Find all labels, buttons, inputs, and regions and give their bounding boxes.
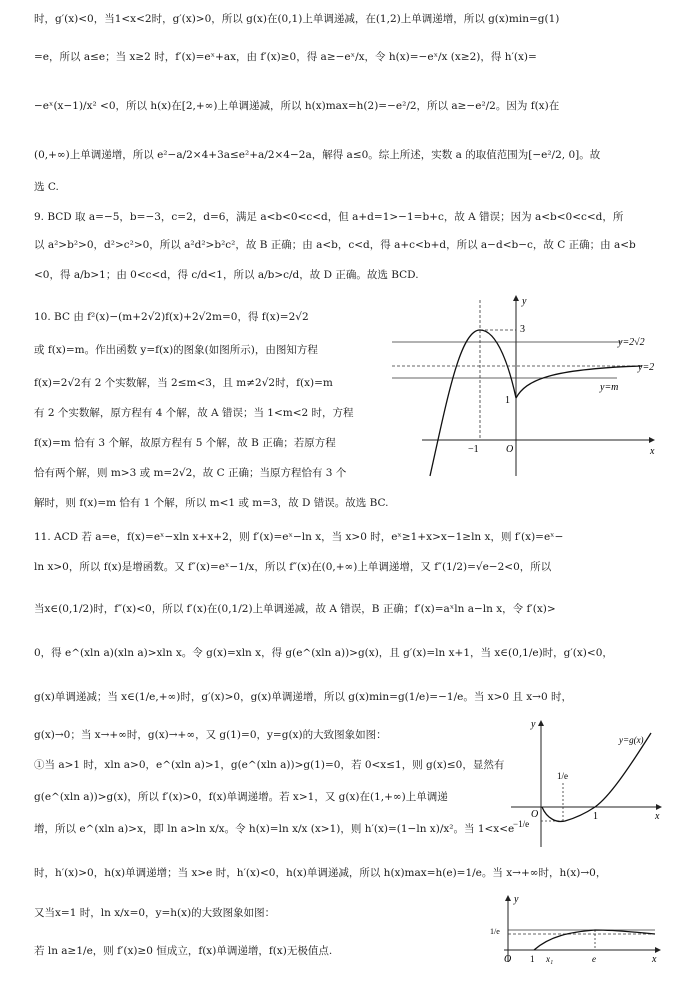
text-line: f(x)=2√2有 2 个实数解，当 2≤m<3，且 m≠2√2时，f(x)=m: [34, 377, 333, 389]
text-line: ①当 a>1 时，xln a>0，e^(xln a)>1，g(e^(xln a))>g(1)=0，若 0<x≤1，则 g(x)≤0，显然有: [34, 759, 505, 771]
tick-1e-label: 1/e: [490, 927, 500, 936]
tick-x1-label: x₁: [546, 954, 554, 964]
text-line: 又当x=1 时，ln x/x=0，y=h(x)的大致图象如图：: [34, 907, 276, 919]
label-y-2sqrt2: y=2√2: [618, 337, 645, 348]
tick-1-label: 1: [530, 954, 535, 964]
y-axis-label: y: [531, 719, 536, 730]
text-line: g(x)单调递减；当 x∈(1/e,+∞)时，g′(x)>0，g(x)单调递增，所以 g(x)min=g(1/e)=−1/e。当 x>0 且 x→0 时，: [34, 691, 572, 703]
y-axis-label: y: [522, 296, 527, 307]
text-line: =e，所以 a≤e；当 x≥2 时，f′(x)=eˣ+ax，由 f′(x)≥0，得 a≥−eˣ/x，令 h(x)=−eˣ/x (x≥2)，得 h′(x)=: [34, 51, 537, 63]
question-10-answer: 10. BC 由 f²(x)−(m+2√2)f(x)+2√2m=0，得 f(x)=2√2: [34, 311, 309, 323]
text-line: f(x)=m 恰有 3 个解，故原方程有 5 个解，故 B 正确；若原方程: [34, 437, 336, 449]
tick-3-label: 3: [520, 324, 525, 335]
graph-f-of-x: [392, 290, 662, 480]
text-line: 当x∈(0,1/2)时，f″(x)<0，所以 f′(x)在(0,1/2)上单调递减，故 A 错误，B 正确；f′(x)=aˣln a−ln x，令 f′(x)>: [34, 603, 556, 615]
text-line: (0,+∞)上单调递增，所以 e²−a/2×4+3a≤e²+a/2×4−2a，解得 a≤0。综上所述，实数 a 的取值范围为[−e²/2, 0]。故: [34, 149, 601, 161]
text-line: <0，得 a/b>1；由 0<c<d，得 c/d<1，所以 a/b>c/d，故 D 正确。故选 BCD.: [34, 269, 419, 281]
question-11-answer: 11. ACD 若 a=e，f(x)=eˣ−xln x+x+2，则 f′(x)=eˣ−ln x，当 x>0 时，eˣ≥1+x>x−1≥ln x，则 f′(x)=eˣ−: [34, 531, 564, 543]
text-line: 或 f(x)=m。作出函数 y=f(x)的图象(如图所示)，由图知方程: [34, 344, 318, 356]
tick-e-label: e: [592, 954, 596, 964]
label-y-2: y=2: [638, 362, 655, 373]
x-axis-label: x: [652, 954, 657, 965]
origin-label: O: [506, 444, 514, 455]
tick-neg1e-label: −1/e: [513, 819, 530, 829]
tick-neg1-label: −1: [468, 444, 479, 455]
text-line: 选 C.: [34, 181, 59, 193]
text-line: g(x)→0；当 x→+∞时，g(x)→+∞，又 g(1)=0，y=g(x)的大致图象如图：: [34, 729, 387, 741]
text-line: 增，所以 e^(xln a)>x，即 ln a>ln x/x。令 h(x)=ln x/x (x>1)，则 h′(x)=(1−ln x)/x²。当 1<x<e: [34, 823, 515, 835]
question-9-answer: 9. BCD 取 a=−5，b=−3，c=2，d=6，满足 a<b<0<c<d，但 a+d=1>−1=b+c，故 A 错误；因为 a<b<0<c<d，所: [34, 211, 624, 223]
text-line: 时，g′(x)<0，当1<x<2时，g′(x)>0，所以 g(x)在(0,1)上单调递减，在(1,2)上单调递增，所以 g(x)min=g(1): [34, 13, 560, 25]
text-line: ln x>0，所以 f(x)是增函数。又 f″(x)=eˣ−1/x，所以 f″(x)在(0,+∞)上单调递增，又 f″(1/2)=√e−2<0，所以: [34, 561, 552, 573]
tick-1e-label: 1/e: [557, 771, 568, 781]
text-line: 恰有两个解，则 m>3 或 m=2√2，故 C 正确；当原方程恰有 3 个: [34, 467, 347, 479]
origin-label: O: [531, 809, 539, 820]
origin-label: O: [504, 954, 512, 965]
graph-g-of-x: [505, 715, 665, 850]
text-line: 若 ln a≥1/e，则 f′(x)≥0 恒成立，f(x)单调递增，f(x)无极值点.: [34, 945, 333, 957]
label-y-m: y=m: [600, 382, 619, 393]
curve-label-g: y=g(x): [619, 735, 644, 745]
curve-h: [534, 930, 655, 950]
graph-h-of-x: [490, 890, 665, 965]
text-line: −eˣ(x−1)/x² <0，所以 h(x)在[2,+∞)上单调递减，所以 h(x)max=h(2)=−e²/2，所以 a≥−e²/2。因为 f(x)在: [34, 100, 560, 112]
x-axis-label: x: [655, 811, 660, 822]
text-line: 以 a²>b²>0，d²>c²>0，所以 a²d²>b²c²，故 B 正确；由 a<b，c<d，得 a+c<b+d，所以 a−d<b−c，故 C 正确；由 a<b: [34, 239, 636, 251]
text-line: 解时，则 f(x)=m 恰有 1 个解，所以 m<1 或 m=3，故 D 错误。故选 BC.: [34, 497, 389, 509]
text-line: 有 2 个实数解，原方程有 4 个解，故 A 错误；当 1<m<2 时，方程: [34, 407, 354, 419]
x-axis-label: x: [650, 446, 655, 457]
text-line: 时，h′(x)>0，h(x)单调递增；当 x>e 时，h′(x)<0，h(x)单调递减，所以 h(x)max=h(e)=1/e。当 x→+∞时，h(x)→0，: [34, 867, 607, 879]
y-axis-label: y: [514, 894, 519, 905]
curve-f-right: [516, 366, 642, 398]
text-line: g(e^(xln a))>g(x)，所以 f′(x)>0，f(x)单调递增。若 x>1，又 g(x)在(1,+∞)上单调递: [34, 791, 448, 803]
text-line: 0，得 e^(xln a)(xln a)>xln x。令 g(x)=xln x，得 g(e^(xln a))>g(x)，且 g′(x)=ln x+1，当 x∈(0,1/e)时，g′(x)<0，: [34, 647, 613, 659]
tick-1-label: 1: [593, 811, 598, 822]
tick-1-label: 1: [505, 395, 510, 406]
